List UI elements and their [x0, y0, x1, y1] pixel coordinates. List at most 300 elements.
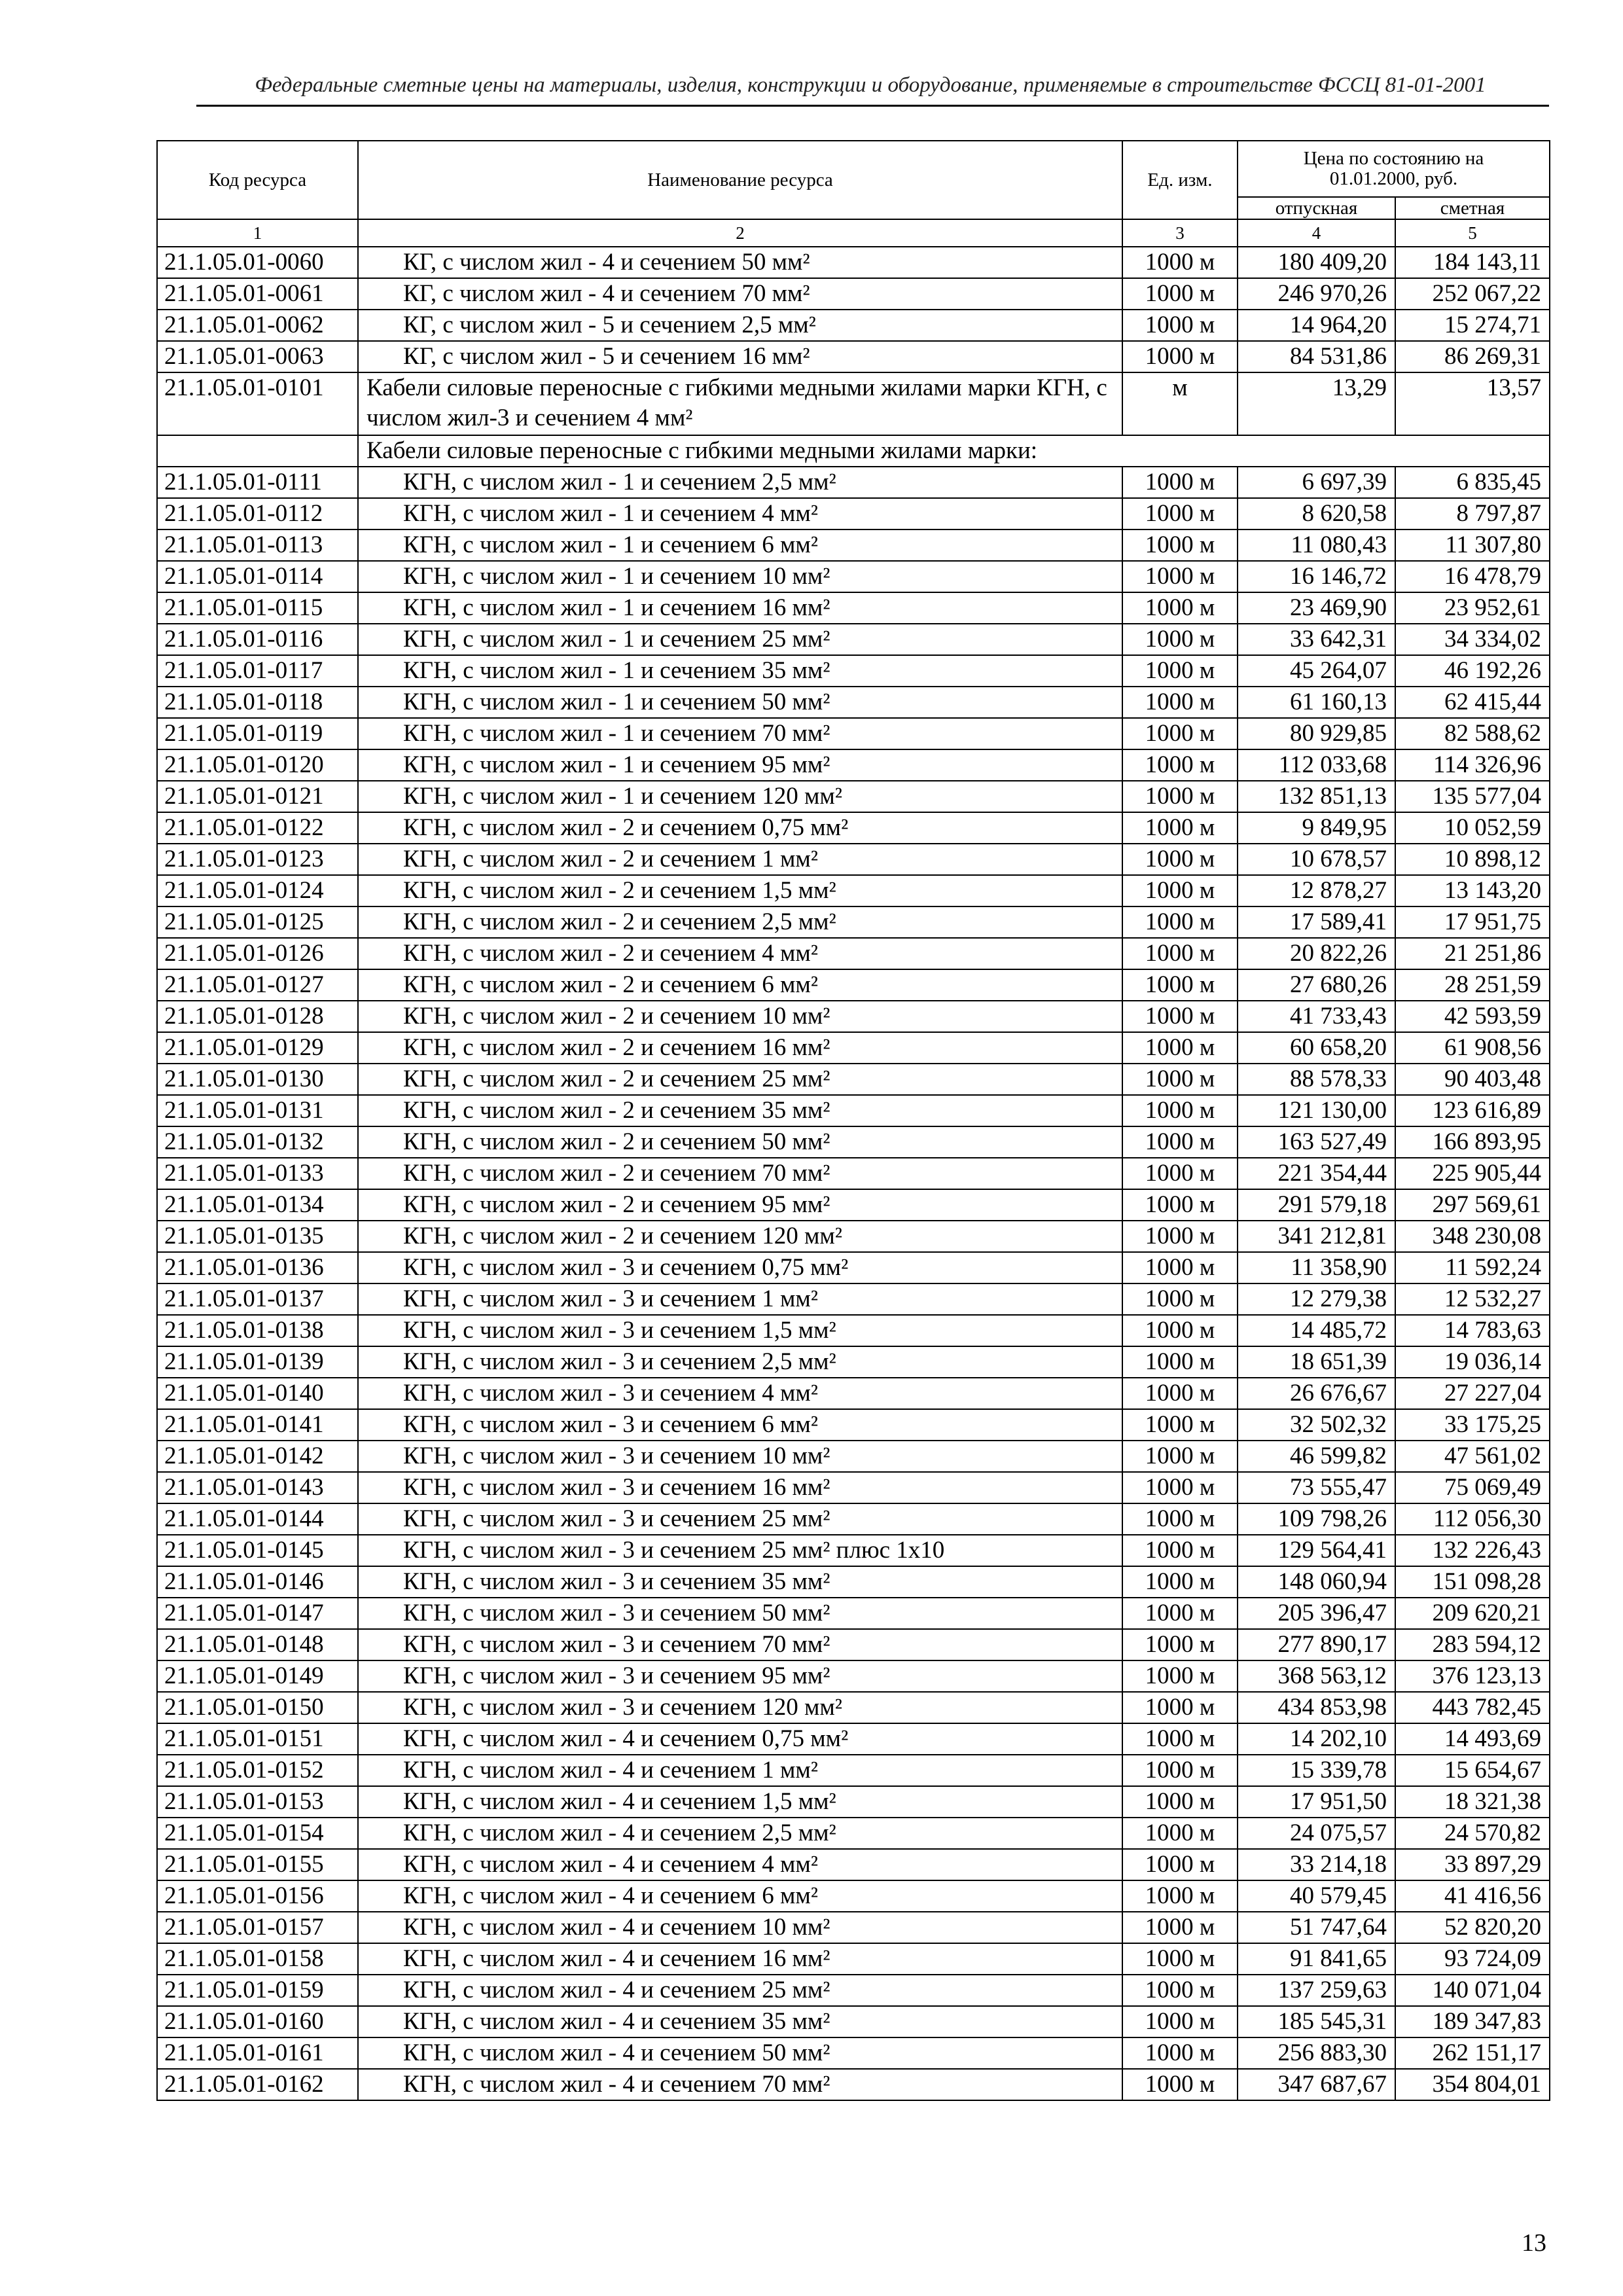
cell-unit: 1000 м: [1122, 341, 1238, 372]
cell-name: КГН, с числом жил - 2 и сечением 1,5 мм²: [358, 875, 1122, 906]
cell-code: 21.1.05.01-0129: [157, 1032, 358, 1064]
cell-name: КГН, с числом жил - 3 и сечением 6 мм²: [358, 1409, 1122, 1441]
cell-unit: 1000 м: [1122, 1064, 1238, 1095]
cell-release-price: 256 883,30: [1238, 2037, 1395, 2069]
cell-name: КГН, с числом жил - 4 и сечением 1,5 мм²: [358, 1786, 1122, 1818]
cell-unit: 1000 м: [1122, 1095, 1238, 1126]
cell-release-price: 17 589,41: [1238, 906, 1395, 938]
table-row: [157, 341, 1550, 372]
cell-estimate-price: 82 588,62: [1395, 718, 1550, 749]
cell-estimate-price: 14 493,69: [1395, 1723, 1550, 1755]
cell-unit: 1000 м: [1122, 1723, 1238, 1755]
cell-unit: 1000 м: [1122, 2006, 1238, 2037]
table-row: [157, 624, 1550, 655]
cell-unit: 1000 м: [1122, 1818, 1238, 1849]
cell-name: КГН, с числом жил - 3 и сечением 10 мм²: [358, 1441, 1122, 1472]
cell-release-price: 17 951,50: [1238, 1786, 1395, 1818]
table-row: [157, 655, 1550, 687]
cell-name: КГН, с числом жил - 1 и сечением 4 мм²: [358, 498, 1122, 529]
cell-release-price: 112 033,68: [1238, 749, 1395, 781]
cell-release-price: 12 878,27: [1238, 875, 1395, 906]
cell-estimate-price: 376 123,13: [1395, 1660, 1550, 1692]
cell-unit: 1000 м: [1122, 1503, 1238, 1535]
cell-name: КГН, с числом жил - 2 и сечением 95 мм²: [358, 1189, 1122, 1221]
table-row: [157, 1189, 1550, 1221]
page-number: 13: [1522, 2229, 1546, 2257]
table-row: [157, 687, 1550, 718]
table-row: [157, 1221, 1550, 1252]
cell-release-price: 18 651,39: [1238, 1346, 1395, 1378]
cell-estimate-price: 132 226,43: [1395, 1535, 1550, 1566]
cell-code: 21.1.05.01-0127: [157, 969, 358, 1001]
cell-code: 21.1.05.01-0133: [157, 1158, 358, 1189]
cell-unit: 1000 м: [1122, 1535, 1238, 1566]
table-row: [157, 1692, 1550, 1723]
cell-estimate-price: 21 251,86: [1395, 938, 1550, 969]
cell-estimate-price: 16 478,79: [1395, 561, 1550, 592]
cell-release-price: 221 354,44: [1238, 1158, 1395, 1189]
cell-release-price: 14 964,20: [1238, 310, 1395, 341]
cell-release-price: 13,29: [1238, 372, 1395, 435]
cell-code: 21.1.05.01-0149: [157, 1660, 358, 1692]
cell-code: 21.1.05.01-0161: [157, 2037, 358, 2069]
cell-name: КГН, с числом жил - 3 и сечением 25 мм²: [358, 1503, 1122, 1535]
cell-name: КГН, с числом жил - 3 и сечением 1 мм²: [358, 1283, 1122, 1315]
cell-estimate-price: 443 782,45: [1395, 1692, 1550, 1723]
cell-estimate-price: 24 570,82: [1395, 1818, 1550, 1849]
cell-name: КГН, с числом жил - 3 и сечением 25 мм² плюс 1х10: [358, 1535, 1122, 1566]
table-row: [157, 467, 1550, 498]
cell-name: Кабели силовые переносные с гибкими медными жилами марки КГН, с числом жил-3 и сечением 4 мм²: [358, 372, 1122, 435]
cell-code: 21.1.05.01-0138: [157, 1315, 358, 1346]
cell-unit: 1000 м: [1122, 1409, 1238, 1441]
cell-release-price: 291 579,18: [1238, 1189, 1395, 1221]
cell-code: 21.1.05.01-0063: [157, 341, 358, 372]
cell-name: КГН, с числом жил - 1 и сечением 25 мм²: [358, 624, 1122, 655]
table-row: [157, 1503, 1550, 1535]
cell-release-price: 11 080,43: [1238, 529, 1395, 561]
cell-release-price: 6 697,39: [1238, 467, 1395, 498]
cell-code: 21.1.05.01-0155: [157, 1849, 358, 1880]
cell-name: КГН, с числом жил - 1 и сечением 35 мм²: [358, 655, 1122, 687]
cell-name: КГН, с числом жил - 4 и сечением 6 мм²: [358, 1880, 1122, 1912]
cell-unit: 1000 м: [1122, 1032, 1238, 1064]
cell-estimate-price: 62 415,44: [1395, 687, 1550, 718]
table-row: [157, 372, 1550, 435]
cell-unit: 1000 м: [1122, 969, 1238, 1001]
cell-name: КГ, с числом жил - 5 и сечением 16 мм²: [358, 341, 1122, 372]
cell-code: 21.1.05.01-0162: [157, 2069, 358, 2100]
cell-release-price: 61 160,13: [1238, 687, 1395, 718]
cell-code: 21.1.05.01-0158: [157, 1943, 358, 1975]
cell-unit: м: [1122, 372, 1238, 435]
cell-name: КГН, с числом жил - 4 и сечением 10 мм²: [358, 1912, 1122, 1943]
table-row: [157, 2069, 1550, 2100]
cell-code: 21.1.05.01-0137: [157, 1283, 358, 1315]
cell-code: 21.1.05.01-0114: [157, 561, 358, 592]
cell-unit: 1000 м: [1122, 655, 1238, 687]
cell-unit: 1000 м: [1122, 278, 1238, 310]
cell-unit: 1000 м: [1122, 467, 1238, 498]
cell-name: КГН, с числом жил - 1 и сечением 95 мм²: [358, 749, 1122, 781]
cell-name: КГН, с числом жил - 2 и сечением 25 мм²: [358, 1064, 1122, 1095]
cell-name: КГН, с числом жил - 3 и сечением 1,5 мм²: [358, 1315, 1122, 1346]
cell-release-price: 14 202,10: [1238, 1723, 1395, 1755]
cell-release-price: 109 798,26: [1238, 1503, 1395, 1535]
cell-code: 21.1.05.01-0117: [157, 655, 358, 687]
cell-unit: 1000 м: [1122, 1566, 1238, 1598]
cell-code: 21.1.05.01-0142: [157, 1441, 358, 1472]
cell-name: КГН, с числом жил - 3 и сечением 70 мм²: [358, 1629, 1122, 1660]
col-header-release-price: отпускная: [1238, 197, 1395, 219]
cell-release-price: 80 929,85: [1238, 718, 1395, 749]
cell-name: КГН, с числом жил - 1 и сечением 6 мм²: [358, 529, 1122, 561]
cell-code: 21.1.05.01-0147: [157, 1598, 358, 1629]
header-rule: [196, 105, 1549, 107]
cell-name: КГН, с числом жил - 1 и сечением 70 мм²: [358, 718, 1122, 749]
table-row: [157, 1378, 1550, 1409]
cell-name: КГН, с числом жил - 2 и сечением 4 мм²: [358, 938, 1122, 969]
cell-code: 21.1.05.01-0136: [157, 1252, 358, 1283]
cell-release-price: 45 264,07: [1238, 655, 1395, 687]
cell-estimate-price: 262 151,17: [1395, 2037, 1550, 2069]
cell-unit: 1000 м: [1122, 938, 1238, 969]
table-row: [157, 1158, 1550, 1189]
cell-name: КГ, с числом жил - 5 и сечением 2,5 мм²: [358, 310, 1122, 341]
cell-code: 21.1.05.01-0122: [157, 812, 358, 844]
cell-estimate-price: 41 416,56: [1395, 1880, 1550, 1912]
cell-name: КГН, с числом жил - 4 и сечением 2,5 мм²: [358, 1818, 1122, 1849]
col-header-estimate-price: сметная: [1395, 197, 1550, 219]
cell-release-price: 8 620,58: [1238, 498, 1395, 529]
cell-code: 21.1.05.01-0159: [157, 1975, 358, 2006]
cell-code: 21.1.05.01-0151: [157, 1723, 358, 1755]
table-row: [157, 875, 1550, 906]
cell-estimate-price: 13 143,20: [1395, 875, 1550, 906]
table-row: [157, 812, 1550, 844]
cell-estimate-price: 33 175,25: [1395, 1409, 1550, 1441]
cell-release-price: 84 531,86: [1238, 341, 1395, 372]
cell-release-price: 148 060,94: [1238, 1566, 1395, 1598]
cell-unit: 1000 м: [1122, 1252, 1238, 1283]
cell-code: 21.1.05.01-0145: [157, 1535, 358, 1566]
cell-release-price: 277 890,17: [1238, 1629, 1395, 1660]
cell-unit: 1000 м: [1122, 1880, 1238, 1912]
table-row: [157, 1064, 1550, 1095]
cell-release-price: 368 563,12: [1238, 1660, 1395, 1692]
table-row: [157, 561, 1550, 592]
cell-unit: 1000 м: [1122, 1126, 1238, 1158]
cell-estimate-price: 15 274,71: [1395, 310, 1550, 341]
cell-name: КГН, с числом жил - 1 и сечением 50 мм²: [358, 687, 1122, 718]
cell-name: КГ, с числом жил - 4 и сечением 50 мм²: [358, 247, 1122, 278]
cell-unit: 1000 м: [1122, 1346, 1238, 1378]
cell-estimate-price: 19 036,14: [1395, 1346, 1550, 1378]
cell-unit: 1000 м: [1122, 1598, 1238, 1629]
cell-code: 21.1.05.01-0148: [157, 1629, 358, 1660]
price-table: [156, 140, 1550, 2101]
cell-code: 21.1.05.01-0140: [157, 1378, 358, 1409]
cell-release-price: 185 545,31: [1238, 2006, 1395, 2037]
table-row: [157, 529, 1550, 561]
cell-code: 21.1.05.01-0118: [157, 687, 358, 718]
cell-release-price: 163 527,49: [1238, 1126, 1395, 1158]
table-row: [157, 2006, 1550, 2037]
cell-estimate-price: 34 334,02: [1395, 624, 1550, 655]
cell-code: 21.1.05.01-0152: [157, 1755, 358, 1786]
cell-name: КГН, с числом жил - 4 и сечением 1 мм²: [358, 1755, 1122, 1786]
table-row: [157, 1880, 1550, 1912]
cell-code: 21.1.05.01-0150: [157, 1692, 358, 1723]
cell-estimate-price: 47 561,02: [1395, 1441, 1550, 1472]
col-header-unit: Ед. изм.: [1122, 141, 1238, 219]
cell-code: 21.1.05.01-0128: [157, 1001, 358, 1032]
cell-estimate-price: 10 898,12: [1395, 844, 1550, 875]
table-row: [157, 2037, 1550, 2069]
cell-code: 21.1.05.01-0153: [157, 1786, 358, 1818]
cell-estimate-price: 151 098,28: [1395, 1566, 1550, 1598]
cell-unit: 1000 м: [1122, 2069, 1238, 2100]
cell-unit: 1000 м: [1122, 718, 1238, 749]
cell-estimate-price: 11 307,80: [1395, 529, 1550, 561]
table-row: [157, 1409, 1550, 1441]
table-row: [157, 1283, 1550, 1315]
cell-unit: 1000 м: [1122, 592, 1238, 624]
cell-release-price: 60 658,20: [1238, 1032, 1395, 1064]
col-number: 2: [358, 219, 1122, 247]
cell-release-price: 91 841,65: [1238, 1943, 1395, 1975]
table-row: [157, 969, 1550, 1001]
cell-release-price: 20 822,26: [1238, 938, 1395, 969]
cell-name: КГН, с числом жил - 4 и сечением 50 мм²: [358, 2037, 1122, 2069]
cell-unit: 1000 м: [1122, 1912, 1238, 1943]
cell-estimate-price: 90 403,48: [1395, 1064, 1550, 1095]
cell-estimate-price: 10 052,59: [1395, 812, 1550, 844]
cell-name: КГН, с числом жил - 2 и сечением 120 мм²: [358, 1221, 1122, 1252]
cell-estimate-price: 114 326,96: [1395, 749, 1550, 781]
cell-name: КГН, с числом жил - 3 и сечением 16 мм²: [358, 1472, 1122, 1503]
table-row: [157, 781, 1550, 812]
cell-release-price: 33 214,18: [1238, 1849, 1395, 1880]
cell-name: КГН, с числом жил - 4 и сечением 25 мм²: [358, 1975, 1122, 2006]
table-row: [157, 247, 1550, 278]
cell-estimate-price: 123 616,89: [1395, 1095, 1550, 1126]
cell-release-price: 137 259,63: [1238, 1975, 1395, 2006]
table-row: [157, 844, 1550, 875]
cell-code: 21.1.05.01-0125: [157, 906, 358, 938]
table-row: [157, 310, 1550, 341]
cell-estimate-price: 297 569,61: [1395, 1189, 1550, 1221]
cell-release-price: 121 130,00: [1238, 1095, 1395, 1126]
cell-code: 21.1.05.01-0112: [157, 498, 358, 529]
cell-release-price: 88 578,33: [1238, 1064, 1395, 1095]
cell-unit: 1000 м: [1122, 1629, 1238, 1660]
table-row: [157, 906, 1550, 938]
cell-unit: 1000 м: [1122, 2037, 1238, 2069]
cell-estimate-price: 348 230,08: [1395, 1221, 1550, 1252]
cell-estimate-price: 15 654,67: [1395, 1755, 1550, 1786]
cell-name: КГН, с числом жил - 4 и сечением 70 мм²: [358, 2069, 1122, 2100]
cell-estimate-price: 11 592,24: [1395, 1252, 1550, 1283]
cell-unit: 1000 м: [1122, 875, 1238, 906]
cell-estimate-price: 14 783,63: [1395, 1315, 1550, 1346]
cell-code: 21.1.05.01-0134: [157, 1189, 358, 1221]
cell-estimate-price: 42 593,59: [1395, 1001, 1550, 1032]
cell-code: 21.1.05.01-0115: [157, 592, 358, 624]
col-header-price: Цена по состоянию на 01.01.2000, руб.: [1238, 141, 1550, 197]
table-row: [157, 1252, 1550, 1283]
cell-estimate-price: 46 192,26: [1395, 655, 1550, 687]
cell-name: КГН, с числом жил - 2 и сечением 0,75 мм²: [358, 812, 1122, 844]
cell-code: 21.1.05.01-0062: [157, 310, 358, 341]
cell-unit: 1000 м: [1122, 498, 1238, 529]
table-row: [157, 1912, 1550, 1943]
cell-name: КГН, с числом жил - 1 и сечением 120 мм²: [358, 781, 1122, 812]
cell-code: 21.1.05.01-0143: [157, 1472, 358, 1503]
cell-code: 21.1.05.01-0141: [157, 1409, 358, 1441]
cell-estimate-price: 283 594,12: [1395, 1629, 1550, 1660]
col-number: 1: [157, 219, 358, 247]
cell-unit: 1000 м: [1122, 1786, 1238, 1818]
cell-release-price: 205 396,47: [1238, 1598, 1395, 1629]
table-row: [157, 1001, 1550, 1032]
table-row: [157, 1755, 1550, 1786]
cell-unit: 1000 м: [1122, 1472, 1238, 1503]
cell-unit: 1000 м: [1122, 1221, 1238, 1252]
cell-unit: 1000 м: [1122, 781, 1238, 812]
cell-name: КГ, с числом жил - 4 и сечением 70 мм²: [358, 278, 1122, 310]
cell-unit: 1000 м: [1122, 812, 1238, 844]
cell-name: КГН, с числом жил - 2 и сечением 50 мм²: [358, 1126, 1122, 1158]
col-header-name: Наименование ресурса: [358, 141, 1122, 219]
cell-code: 21.1.05.01-0061: [157, 278, 358, 310]
cell-estimate-price: 17 951,75: [1395, 906, 1550, 938]
cell-name: КГН, с числом жил - 3 и сечением 120 мм²: [358, 1692, 1122, 1723]
cell-release-price: 46 599,82: [1238, 1441, 1395, 1472]
cell-unit: 1000 м: [1122, 561, 1238, 592]
table-row: [157, 749, 1550, 781]
cell-release-price: 11 358,90: [1238, 1252, 1395, 1283]
cell-estimate-price: 33 897,29: [1395, 1849, 1550, 1880]
cell-name: КГН, с числом жил - 1 и сечением 10 мм²: [358, 561, 1122, 592]
cell-estimate-price: 52 820,20: [1395, 1912, 1550, 1943]
cell-unit: 1000 м: [1122, 687, 1238, 718]
cell-estimate-price: 8 797,87: [1395, 498, 1550, 529]
cell-unit: 1000 м: [1122, 749, 1238, 781]
table-row: [157, 1566, 1550, 1598]
cell-name: КГН, с числом жил - 2 и сечением 70 мм²: [358, 1158, 1122, 1189]
table-row: [157, 1126, 1550, 1158]
cell-unit: 1000 м: [1122, 310, 1238, 341]
cell-unit: 1000 м: [1122, 1975, 1238, 2006]
cell-estimate-price: 18 321,38: [1395, 1786, 1550, 1818]
cell-estimate-price: 225 905,44: [1395, 1158, 1550, 1189]
cell-estimate-price: 135 577,04: [1395, 781, 1550, 812]
cell-name: КГН, с числом жил - 1 и сечением 16 мм²: [358, 592, 1122, 624]
cell-name: КГН, с числом жил - 1 и сечением 2,5 мм²: [358, 467, 1122, 498]
group-heading-row: [157, 435, 1550, 467]
cell-estimate-price: 27 227,04: [1395, 1378, 1550, 1409]
cell-release-price: 9 849,95: [1238, 812, 1395, 844]
cell-unit: 1000 м: [1122, 906, 1238, 938]
cell-estimate-price: 140 071,04: [1395, 1975, 1550, 2006]
cell-name: КГН, с числом жил - 4 и сечением 0,75 мм²: [358, 1723, 1122, 1755]
cell-estimate-price: 6 835,45: [1395, 467, 1550, 498]
table-row: [157, 1346, 1550, 1378]
table-row: [157, 1315, 1550, 1346]
cell-release-price: 73 555,47: [1238, 1472, 1395, 1503]
cell-release-price: 41 733,43: [1238, 1001, 1395, 1032]
cell-code: 21.1.05.01-0119: [157, 718, 358, 749]
col-number: 4: [1238, 219, 1395, 247]
col-number: 3: [1122, 219, 1238, 247]
running-header: Федеральные сметные цены на материалы, изделия, конструкции и оборудование, применяемые в строительстве ФССЦ 81-01-2001: [255, 73, 1486, 97]
table-row: [157, 1849, 1550, 1880]
cell-estimate-price: 86 269,31: [1395, 341, 1550, 372]
cell-estimate-price: 93 724,09: [1395, 1943, 1550, 1975]
cell-code: 21.1.05.01-0156: [157, 1880, 358, 1912]
table-row: [157, 1629, 1550, 1660]
cell-release-price: 51 747,64: [1238, 1912, 1395, 1943]
cell-estimate-price: 209 620,21: [1395, 1598, 1550, 1629]
cell-estimate-price: 189 347,83: [1395, 2006, 1550, 2037]
cell-release-price: 24 075,57: [1238, 1818, 1395, 1849]
cell-estimate-price: 354 804,01: [1395, 2069, 1550, 2100]
cell-estimate-price: 12 532,27: [1395, 1283, 1550, 1315]
table-row: [157, 718, 1550, 749]
table-row: [157, 1441, 1550, 1472]
cell-name: КГН, с числом жил - 3 и сечением 0,75 мм²: [358, 1252, 1122, 1283]
cell-code: 21.1.05.01-0123: [157, 844, 358, 875]
table-row: [157, 1818, 1550, 1849]
cell-code: 21.1.05.01-0124: [157, 875, 358, 906]
cell-release-price: 246 970,26: [1238, 278, 1395, 310]
cell-code: 21.1.05.01-0120: [157, 749, 358, 781]
table-row: [157, 1472, 1550, 1503]
cell-unit: 1000 м: [1122, 1943, 1238, 1975]
col-number: 5: [1395, 219, 1550, 247]
cell-release-price: 341 212,81: [1238, 1221, 1395, 1252]
cell-release-price: 16 146,72: [1238, 561, 1395, 592]
cell-release-price: 23 469,90: [1238, 592, 1395, 624]
cell-unit: 1000 м: [1122, 1315, 1238, 1346]
group-heading: Кабели силовые переносные с гибкими медными жилами марки:: [358, 435, 1550, 467]
cell-empty: [157, 435, 358, 467]
table-row: [157, 592, 1550, 624]
cell-release-price: 27 680,26: [1238, 969, 1395, 1001]
cell-estimate-price: 252 067,22: [1395, 278, 1550, 310]
cell-unit: 1000 м: [1122, 1692, 1238, 1723]
cell-unit: 1000 м: [1122, 529, 1238, 561]
cell-name: КГН, с числом жил - 3 и сечением 95 мм²: [358, 1660, 1122, 1692]
table-row: [157, 1786, 1550, 1818]
cell-unit: 1000 м: [1122, 1660, 1238, 1692]
cell-unit: 1000 м: [1122, 844, 1238, 875]
cell-estimate-price: 184 143,11: [1395, 247, 1550, 278]
cell-name: КГН, с числом жил - 4 и сечением 35 мм²: [358, 2006, 1122, 2037]
cell-name: КГН, с числом жил - 2 и сечением 10 мм²: [358, 1001, 1122, 1032]
cell-code: 21.1.05.01-0113: [157, 529, 358, 561]
cell-unit: 1000 м: [1122, 1158, 1238, 1189]
cell-name: КГН, с числом жил - 3 и сечением 4 мм²: [358, 1378, 1122, 1409]
cell-code: 21.1.05.01-0139: [157, 1346, 358, 1378]
cell-release-price: 12 279,38: [1238, 1283, 1395, 1315]
cell-estimate-price: 28 251,59: [1395, 969, 1550, 1001]
cell-name: КГН, с числом жил - 3 и сечением 35 мм²: [358, 1566, 1122, 1598]
cell-release-price: 32 502,32: [1238, 1409, 1395, 1441]
table-body: [157, 247, 1550, 2100]
cell-release-price: 129 564,41: [1238, 1535, 1395, 1566]
